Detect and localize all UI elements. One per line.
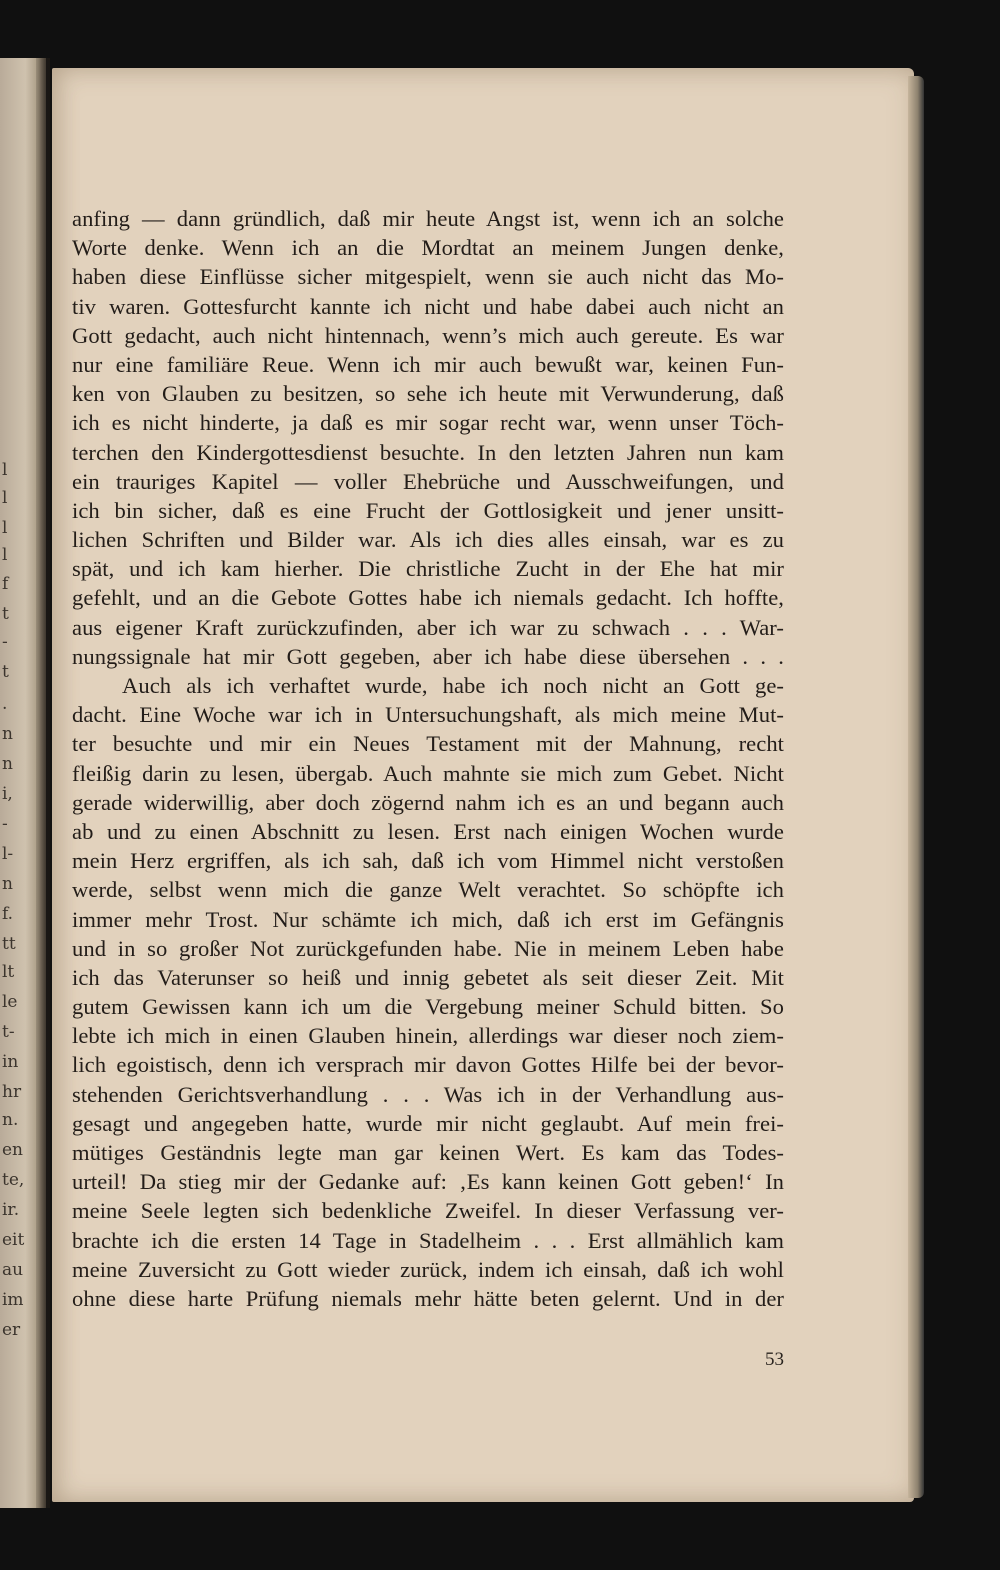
text-line: ab und zu einen Abschnitt zu lesen. Erst nach einigen Wochen wurde bbox=[72, 818, 784, 844]
left-fragment: l bbox=[2, 460, 8, 480]
left-fragment: l- bbox=[2, 844, 14, 864]
text-line: Worte denke. Wenn ich an die Mordtat an meinem Jungen denke, bbox=[72, 235, 784, 261]
text-line: immer mehr Trost. Nur schämte ich mich, daß ich erst im Gefängnis bbox=[72, 906, 784, 932]
left-fragment: t bbox=[2, 662, 9, 682]
left-page-text-fragments bbox=[0, 0, 32, 1570]
text-line: lebte ich mich in einen Glauben hinein, allerdings war dieser noch ziem- bbox=[72, 1023, 784, 1049]
text-line: ken von Glauben zu besitzen, so sehe ich heute mit Verwunderung, daß bbox=[72, 381, 784, 407]
text-line: meine Zuversicht zu Gott wieder zurück, indem ich einsah, daß ich wohl bbox=[72, 1256, 784, 1282]
text-line: ein trauriges Kapitel — voller Ehebrüche und Ausschweifungen, und bbox=[72, 468, 784, 494]
left-fragment: n bbox=[2, 754, 13, 774]
text-line: dacht. Eine Woche war ich in Untersuchungshaft, als mich meine Mut- bbox=[72, 702, 784, 728]
text-line: gefehlt, und an die Gebote Gottes habe ich niemals gedacht. Ich hoffte, bbox=[72, 585, 784, 611]
left-fragment: . bbox=[2, 694, 8, 714]
text-line: ter besuchte und mir ein Neues Testament mit der Mahnung, recht bbox=[72, 731, 784, 757]
left-fragment: au bbox=[2, 1260, 24, 1280]
text-line: ich bin sicher, daß es eine Frucht der Gottlosigkeit und jener unsitt- bbox=[72, 497, 784, 523]
text-line: Gott gedacht, auch nicht hintennach, wenn’s mich auch gereute. Es war bbox=[72, 322, 784, 348]
left-fragment: - bbox=[2, 632, 8, 652]
left-fragment: le bbox=[2, 992, 18, 1012]
text-line: gerade widerwillig, aber doch zögernd nahm ich es an und begann auch bbox=[72, 789, 784, 815]
paragraph-start-line: Auch als ich verhaftet wurde, habe ich noch nicht an Gott ge- bbox=[122, 673, 784, 698]
text-line: aus eigener Kraft zurückzufinden, aber ich war zu schwach . . . War- bbox=[72, 614, 784, 640]
left-fragment: er bbox=[2, 1320, 21, 1340]
left-fragment: l bbox=[2, 488, 8, 508]
left-fragment: f. bbox=[2, 904, 14, 924]
left-fragment: f bbox=[2, 574, 9, 594]
text-line: ich es nicht hinderte, ja daß es mir sogar recht war, wenn unser Töch- bbox=[72, 410, 784, 436]
text-line: terchen den Kindergottesdienst besuchte. In den letzten Jahren nun kam bbox=[72, 439, 784, 465]
text-line: und in so großer Not zurückgefunden habe. Nie in meinem Leben habe bbox=[72, 935, 784, 961]
text-line: stehenden Gerichtsverhandlung . . . Was ich in der Verhandlung aus- bbox=[72, 1081, 784, 1107]
page-text bbox=[72, 204, 784, 1313]
text-line: ohne diese harte Prüfung niemals mehr hätte beten gelernt. Und in der bbox=[72, 1285, 784, 1311]
text-line: lichen Schriften und Bilder war. Als ich dies alles einsah, war es zu bbox=[72, 527, 784, 553]
text-line: meine Seele legten sich bedenkliche Zweifel. In dieser Verfassung ver- bbox=[72, 1198, 784, 1224]
book-gutter bbox=[36, 58, 50, 1508]
text-line: werde, selbst wenn mich die ganze Welt verachtet. So schöpfte ich bbox=[72, 877, 784, 903]
text-line: urteil! Da stieg mir der Gedanke auf: ‚Es kann keinen Gott geben!‘ In bbox=[72, 1169, 784, 1195]
left-fragment: t- bbox=[2, 1022, 15, 1042]
left-fragment: l bbox=[2, 518, 8, 538]
left-fragment: in bbox=[2, 1052, 19, 1072]
left-fragment: t bbox=[2, 604, 9, 624]
left-fragment: i, bbox=[2, 784, 13, 804]
left-fragment: lt bbox=[2, 962, 15, 982]
left-fragment: ir. bbox=[2, 1200, 20, 1220]
page-edge-shadow bbox=[908, 76, 924, 1498]
left-fragment: im bbox=[2, 1290, 24, 1310]
left-fragment: tt bbox=[2, 934, 16, 954]
left-fragment: l bbox=[2, 545, 8, 565]
left-fragment: n. bbox=[2, 1110, 19, 1130]
text-line: nungssignale hat mir Gott gegeben, aber ich habe diese übersehen . . . bbox=[72, 643, 784, 669]
text-line: ich das Vaterunser so heiß und innig gebetet als seit dieser Zeit. Mit bbox=[72, 964, 784, 990]
text-line: haben diese Einflüsse sicher mitgespielt, wenn sie auch nicht das Mo- bbox=[72, 264, 784, 290]
text-line: gesagt und angegeben hatte, wurde mir nicht geglaubt. Auf mein frei- bbox=[72, 1110, 784, 1136]
left-fragment: eit bbox=[2, 1230, 25, 1250]
text-line: lich egoistisch, denn ich versprach mir davon Gottes Hilfe bei der bevor- bbox=[72, 1052, 784, 1078]
left-fragment: te, bbox=[2, 1170, 25, 1190]
left-fragment: hr bbox=[2, 1082, 22, 1102]
text-line: tiv waren. Gottesfurcht kannte ich nicht und habe dabei auch nicht an bbox=[72, 293, 784, 319]
left-fragment: n bbox=[2, 724, 13, 744]
text-line: mütiges Geständnis legte man gar keinen Wert. Es kam das Todes- bbox=[72, 1140, 784, 1165]
text-line: spät, und ich kam hierher. Die christliche Zucht in der Ehe hat mir bbox=[72, 556, 784, 582]
text-line: gutem Gewissen kann ich um die Vergebung meiner Schuld bitten. So bbox=[72, 994, 784, 1020]
text-line: anfing — dann gründlich, daß mir heute Angst ist, wenn ich an solche bbox=[72, 206, 784, 231]
text-line: brachte ich die ersten 14 Tage in Stadelheim . . . Erst allmählich kam bbox=[72, 1227, 784, 1253]
text-line: nur eine familiäre Reue. Wenn ich mir auch bewußt war, keinen Fun- bbox=[72, 351, 784, 377]
left-fragment: - bbox=[2, 814, 8, 834]
text-line: fleißig darin zu lesen, übergab. Auch mahnte sie mich zum Gebet. Nicht bbox=[72, 760, 784, 786]
text-line: mein Herz ergriffen, als ich sah, daß ich vom Himmel nicht verstoßen bbox=[72, 848, 784, 874]
page-number: 53 bbox=[765, 1349, 784, 1370]
left-fragment: n bbox=[2, 874, 13, 894]
left-fragment: en bbox=[2, 1140, 24, 1160]
